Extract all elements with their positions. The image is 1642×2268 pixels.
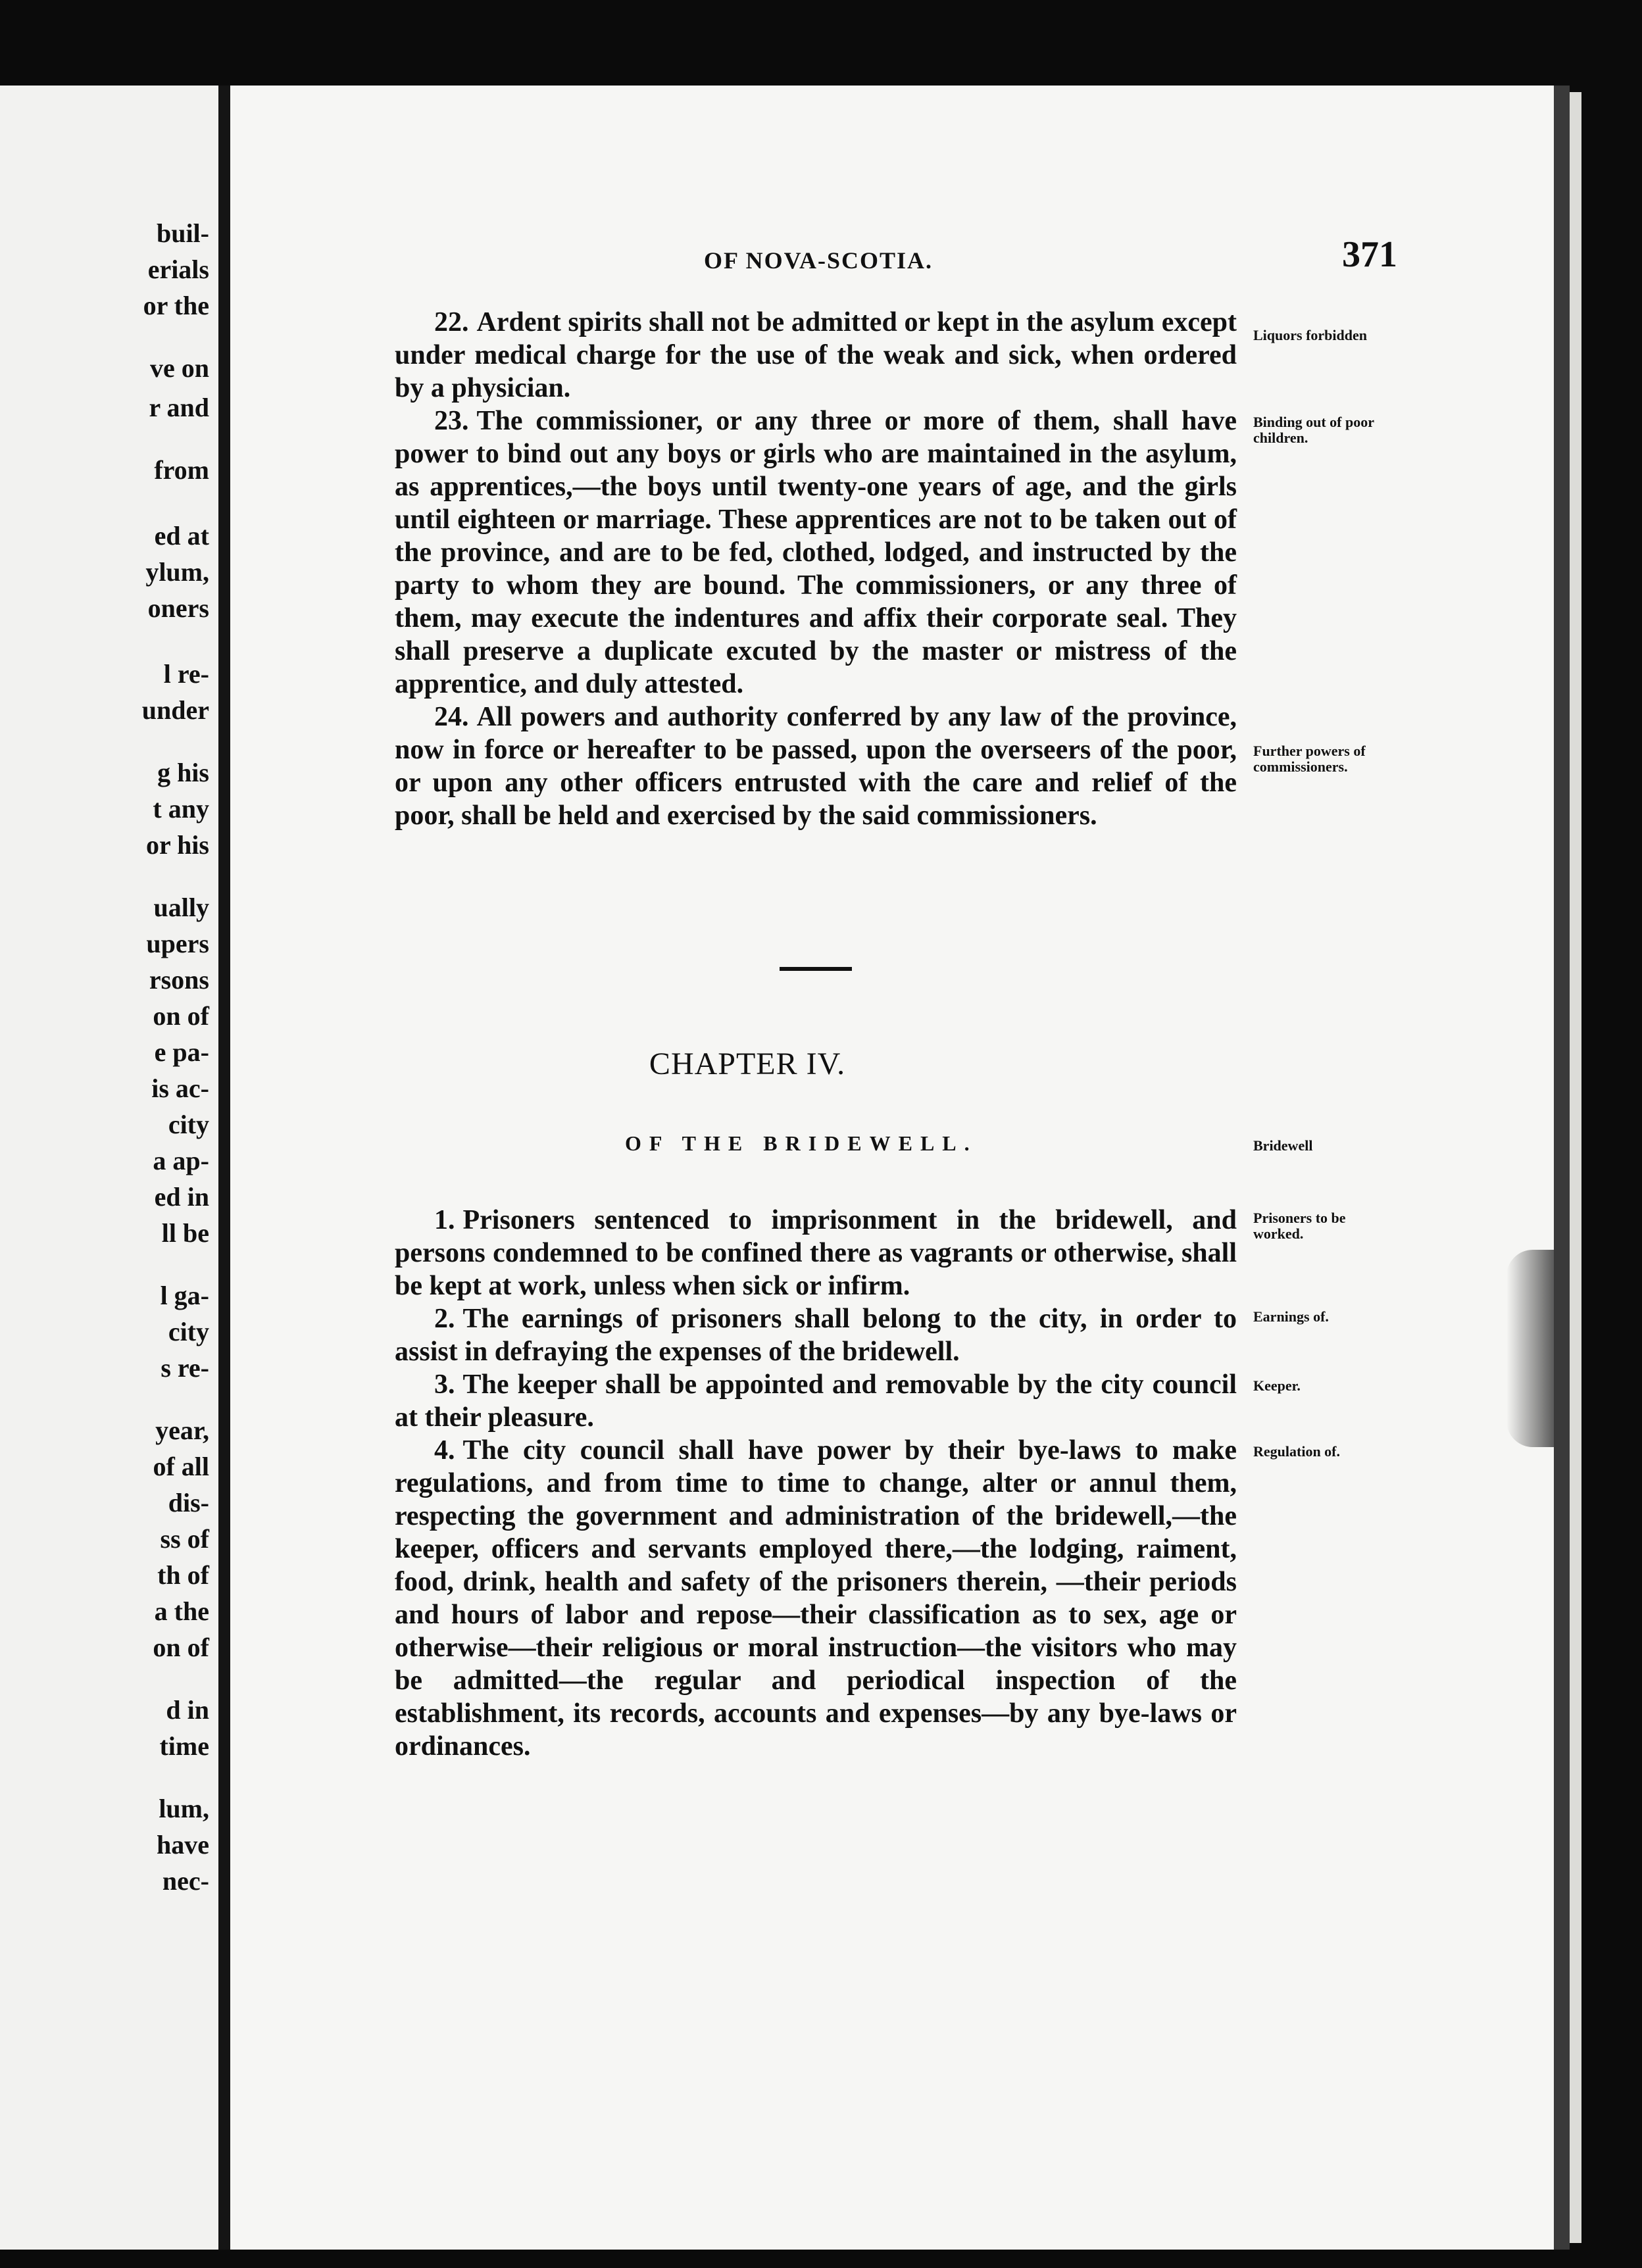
left-page-line: year, [155, 1416, 209, 1445]
margin-note-binding: Binding out of poor children. [1253, 414, 1374, 446]
left-page-line: under [141, 695, 209, 725]
left-page-line: a ap- [153, 1146, 209, 1175]
page-number: 371 [1342, 234, 1397, 275]
left-page-line: l re- [163, 659, 209, 689]
paragraph [395, 1368, 1237, 1434]
paragraph-text: Ardent spirits shall not be admitted or kept in the asylum except under medical charge for the use of the weak and sick, when ordered by a physician. [395, 307, 1237, 403]
margin-note-prisoners: Prisoners to be worked. [1253, 1210, 1346, 1242]
left-page-line: city [168, 1317, 209, 1346]
left-page-line: d in [166, 1695, 209, 1725]
margin-note-further-powers: Further powers of commissioners. [1253, 743, 1366, 775]
left-page-line: from [154, 455, 209, 485]
paragraph-number: 3. [434, 1369, 455, 1400]
page-curl-shadow [1506, 1250, 1559, 1447]
paragraph-number: 4. [434, 1435, 455, 1466]
previous-page-fragment [0, 86, 218, 2250]
scan-border [1581, 92, 1642, 2243]
margin-note-regulation: Regulation of. [1253, 1443, 1340, 1460]
top-text-block [395, 306, 1237, 832]
left-page-line: ed at [154, 521, 209, 551]
left-page-line: upers [146, 929, 209, 958]
left-page-line: e pa- [154, 1037, 209, 1067]
paragraph-number: 23. [434, 406, 469, 436]
paragraph-number: 24. [434, 702, 469, 732]
paragraph-number: 1. [434, 1205, 455, 1235]
paragraph-text: The earnings of prisoners shall belong to the city, in order to assist in defraying the expenses of the bridewell. [395, 1304, 1237, 1367]
left-page-line: have [157, 1830, 209, 1860]
bottom-text-block [395, 1204, 1237, 1763]
section-title: OF THE BRIDEWELL. [625, 1131, 978, 1155]
book-page [230, 86, 1554, 2250]
paragraph-text: The city council shall have power by their bye-laws to make regulations, and from time to time to change, alter or annul them, respecting the government and administration of the bridewell,—the keeper, officers and servants employed there,—the lodging, raiment, food, drink, health and safety of the prisoners therein, —their periods and hours of labor and repose—their classification as to sex, age or otherwise—their religious or moral instruction—the visitors who may be admitted—the regular and periodical inspection of the establishment, its records, accounts and expenses—by any bye-laws or ordinances. [395, 1435, 1237, 1762]
paragraph-text: The commissioner, or any three or more of them, shall have power to bind out any boys or girls who are maintained in the asylum, as apprentices,—the boys until twenty-one years of age, and the girls until eighteen or marriage. These apprentices are not to be taken out of the province, and are to be fed, clothed, lodged, and instructed by the party to whom they are bound. The commissioners, or any three of them, may execute the indentures and affix their corporate seal. They shall preserve a duplicate excuted by the master or mistress of the apprentice, and duly attested. [395, 406, 1237, 699]
left-page-line: nec- [162, 1866, 209, 1896]
paragraph-text: The keeper shall be appointed and removable by the city council at their pleasure. [395, 1369, 1237, 1433]
left-page-line: is ac- [151, 1073, 209, 1103]
paragraph-number: 22. [434, 307, 469, 337]
left-page-line: buil- [156, 218, 209, 248]
section-divider [780, 967, 852, 971]
margin-note-bridewell: Bridewell [1253, 1137, 1313, 1154]
left-page-line: r and [149, 393, 209, 422]
left-page-line: oners [147, 593, 209, 623]
paragraph [395, 405, 1237, 701]
paragraph [395, 1302, 1237, 1368]
left-page-line: t any [153, 794, 209, 824]
left-page-line: on of [153, 1001, 209, 1031]
book-gutter [218, 86, 230, 2250]
paragraph [395, 1434, 1237, 1763]
margin-note-liquors: Liquors forbidden [1253, 327, 1367, 343]
left-page-line: s re- [161, 1353, 209, 1383]
paragraph [395, 701, 1237, 832]
left-page-line: l ga- [160, 1281, 209, 1310]
left-page-line: th of [157, 1560, 209, 1590]
paragraph-text: Prisoners sentenced to imprisonment in the bridewell, and persons condemned to be confined there as vagrants or otherwise, shall be kept at work, unless when sick or infirm. [395, 1205, 1237, 1301]
left-page-line: on of [153, 1633, 209, 1662]
left-page-line: a the [154, 1596, 209, 1626]
left-page-line: dis- [168, 1488, 209, 1517]
left-page-line: time [159, 1731, 209, 1761]
paragraph-number: 2. [434, 1304, 455, 1334]
margin-note-earnings: Earnings of. [1253, 1308, 1329, 1325]
left-page-line: ve on [150, 353, 209, 383]
chapter-title: CHAPTER IV. [649, 1047, 846, 1081]
left-page-line: or the [143, 291, 209, 320]
left-page-line: g his [157, 758, 209, 787]
left-page-line: ll be [161, 1218, 209, 1248]
paragraph-text: All powers and authority conferred by any law of the province, now in force or hereafter to be passed, upon the overseers of the poor, or upon any other officers entrusted with the care and relief of the poor, shall be held and exercised by the said commissioners. [395, 702, 1237, 831]
left-page-line: ss of [160, 1524, 209, 1554]
left-page-line: lum, [159, 1794, 209, 1823]
left-page-line: ually [153, 893, 209, 922]
margin-note-keeper: Keeper. [1253, 1377, 1301, 1394]
left-page-line: city [168, 1110, 209, 1139]
left-page-line: or his [146, 830, 209, 860]
left-page-line: ed in [154, 1182, 209, 1212]
page-edge-dark [1554, 86, 1570, 2250]
left-page-line: rsons [149, 965, 209, 995]
left-page-line: of all [153, 1452, 209, 1481]
running-head: OF NOVA-SCOTIA. [704, 247, 933, 274]
page-edge-light [1570, 92, 1581, 2243]
paragraph [395, 1204, 1237, 1302]
left-page-line: erials [147, 255, 209, 284]
paragraph [395, 306, 1237, 405]
left-page-line: ylum, [145, 557, 209, 587]
